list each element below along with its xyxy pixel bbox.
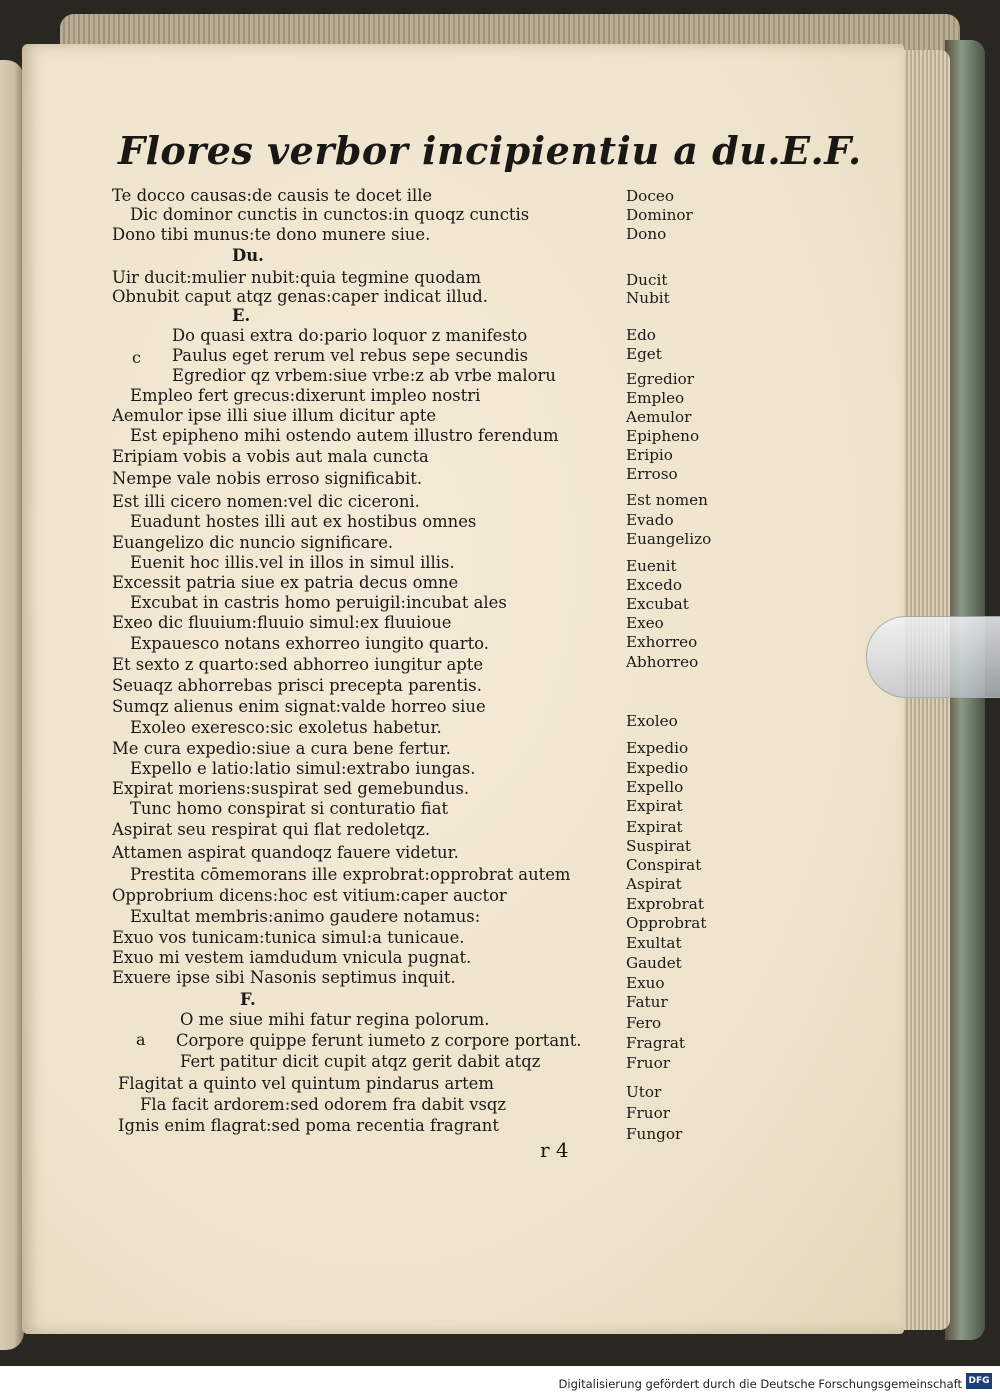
text-line: Opprobrium dicens:hoc est vitium:caper auctor [112,886,507,905]
page-clip [866,616,1000,698]
text-line: Nempe vale nobis erroso significabit. [112,469,423,488]
text-line: Sumqz alienus enim signat:valde horreo siue [112,697,486,716]
side-word: Expedio [626,759,689,777]
side-word: Empleo [626,389,685,407]
text-line: Dic dominor cunctis in cunctos:in quoqz cunctis [130,205,530,224]
text-line: Empleo fert grecus:dixerunt impleo nostri [130,386,481,405]
text-line: Paulus eget rerum vel rebus sepe secundis [172,346,529,365]
text-line: Flagitat a quinto vel quintum pindarus artem [118,1074,494,1093]
text-line: Euangelizo dic nuncio significare. [112,533,394,552]
side-word: Opprobrat [626,914,707,932]
text-line: Expirat moriens:suspirat sed gemebundus. [112,779,470,798]
side-word: Erroso [626,465,678,483]
side-word: Est nomen [626,491,708,509]
side-word: Evado [626,511,674,529]
side-word: Suspirat [626,837,691,855]
side-word: Euangelizo [626,530,712,548]
text-line: Euadunt hostes illi aut ex hostibus omnes [130,512,477,531]
text-line: Est epipheno mihi ostendo autem illustro ferendum [130,426,559,445]
side-word: Expello [626,778,684,796]
text-line: Obnubit caput atqz genas:caper indicat illud. [112,287,488,306]
dfg-logo: DFG [966,1373,992,1389]
side-word: Abhorreo [626,653,699,671]
side-word: Aspirat [626,875,682,893]
side-word: Exoleo [626,712,678,730]
text-line: Excubat in castris homo peruigil:incubat ales [130,593,507,612]
side-word: Edo [626,326,656,344]
text-line: Exeo dic fluuium:fluuio simul:ex fluuioue [112,613,452,632]
text-line: Est illi cicero nomen:vel dic ciceroni. [112,492,420,511]
side-word: Fungor [626,1125,683,1143]
section-heading: F. [240,990,256,1009]
side-word: Exuo [626,974,665,992]
text-line: Excessit patria siue ex patria decus omne [112,573,459,592]
side-word: Aemulor [626,408,692,426]
footer-credit: Digitalisierung gefördert durch die Deutsche Forschungsgemeinschaft [558,1377,962,1391]
side-word: Excubat [626,595,689,613]
side-word: Nubit [626,289,670,307]
side-word: Eget [626,345,662,363]
text-line: Fla facit ardorem:sed odorem fra dabit vsqz [140,1095,507,1114]
section-heading: E. [232,306,251,325]
margin-letter: a [136,1030,146,1049]
text-line: Exuere ipse sibi Nasonis septimus inquit. [112,968,456,987]
text-line: Prestita cōmemorans ille exprobrat:opprobrat autem [130,865,571,884]
text-line: Me cura expedio:siue a cura bene fertur. [112,739,451,758]
text-line: Exoleo exeresco:sic exoletus habetur. [130,718,442,737]
side-word: Exhorreo [626,633,698,651]
side-word: Expirat [626,818,683,836]
side-word: Fragrat [626,1034,685,1052]
side-word: Epipheno [626,427,700,445]
text-line: Do quasi extra do:pario loquor z manifesto [172,326,528,345]
side-word: Conspirat [626,856,702,874]
text-line: Expauesco notans exhorreo iungito quarto. [130,634,489,653]
text-line: Ignis enim flagrat:sed poma recentia fragrant [118,1116,499,1135]
side-word: Fruor [626,1104,670,1122]
text-line: Exuo mi vestem iamdudum vnicula pugnat. [112,948,472,967]
side-word: Utor [626,1083,662,1101]
side-word: Expirat [626,797,683,815]
text-line: Euenit hoc illis.vel in illos in simul illis. [130,553,455,572]
text-line: Te docco causas:de causis te docet ille [112,186,433,205]
side-word: Exultat [626,934,682,952]
side-word: Gaudet [626,954,682,972]
text-line: Attamen aspirat quandoqz fauere videtur. [112,843,459,862]
section-heading: Du. [232,246,264,265]
side-word: Eripio [626,446,673,464]
text-line: O me siue mihi fatur regina polorum. [180,1010,490,1029]
side-word: Fero [626,1014,662,1032]
side-word: Fruor [626,1054,670,1072]
side-word: Fatur [626,993,668,1011]
text-line: Et sexto z quarto:sed abhorreo iungitur apte [112,655,484,674]
text-line: Uir ducit:mulier nubit:quia tegmine quodam [112,268,481,287]
text-line: Expello e latio:latio simul:extrabo iungas. [130,759,476,778]
text-line: Exuo vos tunicam:tunica simul:a tunicaue. [112,928,465,947]
side-word: Doceo [626,187,674,205]
side-word: Dono [626,225,667,243]
text-line: Corpore quippe ferunt iumeto z corpore portant. [176,1031,582,1050]
left-page-edge [0,60,24,1350]
side-word: Exprobrat [626,895,704,913]
text-line: Egredior qz vrbem:siue vrbe:z ab vrbe maloru [172,366,556,385]
side-word: Ducit [626,271,668,289]
side-word: Excedo [626,576,683,594]
side-word: Euenit [626,557,677,575]
side-word: Exeo [626,614,664,632]
side-word: Dominor [626,206,693,224]
text-line: Seuaqz abhorrebas prisci precepta parentis. [112,676,482,695]
text-line: Fert patitur dicit cupit atqz gerit dabit atqz [180,1052,541,1071]
text-line: Eripiam vobis a vobis aut mala cuncta [112,447,429,466]
side-word: Egredior [626,370,695,388]
text-line: Aemulor ipse illi siue illum dicitur apte [112,406,437,425]
text-line: Tunc homo conspirat si conturatio fiat [130,799,449,818]
signature-mark: r 4 [540,1138,569,1162]
page-title: Flores verbor incipientiu a du.E.F. [118,128,862,173]
text-line: Exultat membris:animo gaudere notamus: [130,907,481,926]
side-word: Expedio [626,739,689,757]
text-line: Dono tibi munus:te dono munere siue. [112,225,431,244]
text-line: Aspirat seu respirat qui flat redoletqz. [112,820,431,839]
margin-letter: c [132,348,141,367]
